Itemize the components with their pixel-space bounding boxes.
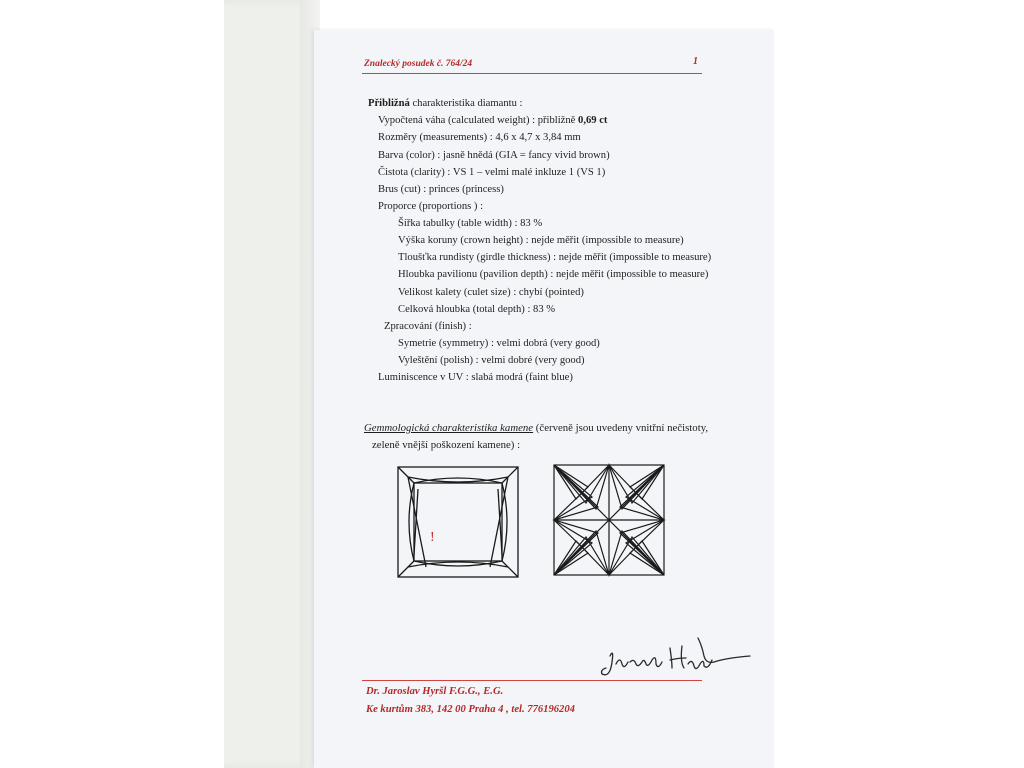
gem-heading <box>364 422 708 434</box>
crown-height-row: Výška koruny (crown height) : nejde měřit (impossible to measure) <box>398 235 684 246</box>
document-page <box>314 30 774 768</box>
header-rule <box>362 73 702 74</box>
footer-address: Ke kurtům 383, 142 00 Praha 4 , tel. 776196204 <box>366 704 575 715</box>
footer-rule <box>362 680 702 681</box>
dimensions-row: Rozměry (measurements) : 4,6 x 4,7 x 3,84 mm <box>378 132 581 143</box>
table-width-row: Šířka tabulky (table width) : 83 % <box>398 218 543 229</box>
footer-name: Dr. Jaroslav Hyršl F.G.G., E.G. <box>366 686 504 697</box>
luminescence-row: Luminiscence v UV : slabá modrá (faint blue) <box>378 372 573 383</box>
girdle-row: Tloušťka rundisty (girdle thickness) : nejde měřit (impossible to measure) <box>398 252 712 263</box>
gem-note-2: zeleně vnější poškození kamene) : <box>372 439 521 451</box>
inclusion-mark: ! <box>430 530 435 545</box>
proportions-row: Proporce (proportions ) : <box>378 201 484 212</box>
weight-row <box>378 115 607 126</box>
heading-bold: Přibližná <box>368 98 410 109</box>
color-row: Barva (color) : jasně hnědá (GIA = fancy vivid brown) <box>378 150 610 161</box>
pavilion-row: Hloubka pavilionu (pavilion depth) : nejde měřit (impossible to measure) <box>398 269 709 280</box>
total-depth-row: Celková hloubka (total depth) : 83 % <box>398 304 556 315</box>
gem-note-1: (červeně jsou uvedeny vnitřní nečistoty, <box>533 422 709 434</box>
culet-row: Velikost kalety (culet size) : chybí (pointed) <box>398 287 584 298</box>
characteristics-heading <box>368 98 522 109</box>
pavilion-view-diagram <box>552 463 666 577</box>
weight-value: 0,69 ct <box>578 115 608 126</box>
weight-label: Vypočtená váha (calculated weight) : přibližně <box>378 115 579 126</box>
signature <box>600 634 760 690</box>
polish-row: Vyleštění (polish) : velmi dobré (very good) <box>398 355 585 366</box>
crown-view-diagram <box>396 465 522 581</box>
heading-rest: charakteristika diamantu : <box>409 98 523 109</box>
clarity-row: Čistota (clarity) : VS 1 – velmi malé inkluze 1 (VS 1) <box>378 167 606 178</box>
symmetry-row: Symetrie (symmetry) : velmi dobrá (very good) <box>398 338 600 349</box>
page-number: 1 <box>693 56 698 67</box>
gem-title: Gemmologická charakteristika kamene <box>364 422 534 434</box>
finish-row: Zpracování (finish) : <box>384 321 472 332</box>
report-title: Znalecký posudek č. 764/24 <box>364 59 473 69</box>
cut-row: Brus (cut) : princes (princess) <box>378 184 504 195</box>
